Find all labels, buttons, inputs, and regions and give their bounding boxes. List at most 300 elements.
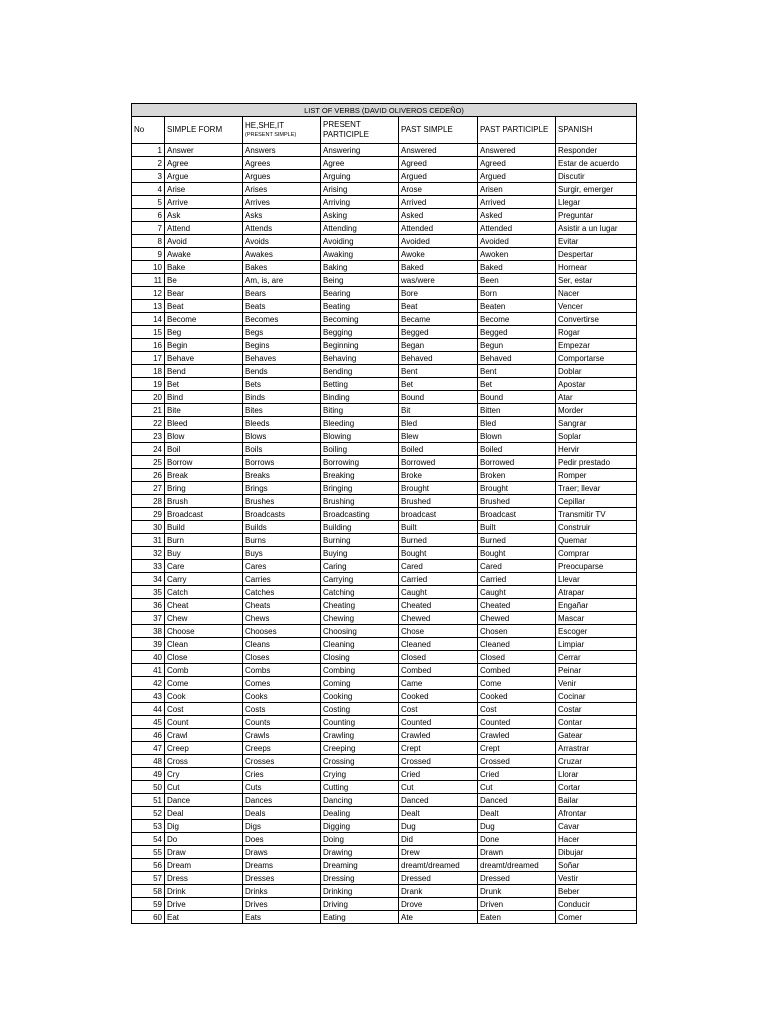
cell-past-simple: Cooked (399, 690, 478, 703)
cell-simple-form: Care (165, 560, 243, 573)
cell-he-she-it: Combs (243, 664, 321, 677)
cell-past-simple: Bet (399, 378, 478, 391)
cell-spanish: Venir (556, 677, 637, 690)
cell-simple-form: Become (165, 313, 243, 326)
cell-past-participle: Argued (478, 170, 556, 183)
cell-past-simple: Awoke (399, 248, 478, 261)
cell-present-participle: Arising (321, 183, 399, 196)
cell-he-she-it: Buys (243, 547, 321, 560)
header-row (132, 117, 637, 144)
cell-past-participle: Brought (478, 482, 556, 495)
cell-past-participle: Drunk (478, 885, 556, 898)
cell-past-participle: Chewed (478, 612, 556, 625)
cell-spanish: Engañar (556, 599, 637, 612)
table-row (132, 677, 637, 690)
cell-he-she-it: Bleeds (243, 417, 321, 430)
cell-he-she-it: Behaves (243, 352, 321, 365)
table-row (132, 352, 637, 365)
cell-present-participle: Beginning (321, 339, 399, 352)
cell-he-she-it: Brushes (243, 495, 321, 508)
cell-past-simple: Beat (399, 300, 478, 313)
cell-spanish: Hornear (556, 261, 637, 274)
cell-no: 25 (132, 456, 165, 469)
cell-past-participle: Crossed (478, 755, 556, 768)
cell-simple-form: Dig (165, 820, 243, 833)
table-row (132, 482, 637, 495)
cell-no: 36 (132, 599, 165, 612)
cell-past-simple: Arrived (399, 196, 478, 209)
table-row (132, 794, 637, 807)
cell-present-participle: Arriving (321, 196, 399, 209)
table-row (132, 768, 637, 781)
table-row (132, 391, 637, 404)
cell-simple-form: Creep (165, 742, 243, 755)
table-row (132, 274, 637, 287)
cell-he-she-it: Builds (243, 521, 321, 534)
cell-simple-form: Argue (165, 170, 243, 183)
cell-simple-form: Eat (165, 911, 243, 924)
cell-past-participle: Baked (478, 261, 556, 274)
cell-no: 17 (132, 352, 165, 365)
cell-he-she-it: Attends (243, 222, 321, 235)
cell-past-participle: Borrowed (478, 456, 556, 469)
cell-spanish: Quemar (556, 534, 637, 547)
cell-he-she-it: Breaks (243, 469, 321, 482)
cell-no: 33 (132, 560, 165, 573)
cell-no: 20 (132, 391, 165, 404)
cell-no: 24 (132, 443, 165, 456)
table-row (132, 638, 637, 651)
cell-no: 21 (132, 404, 165, 417)
cell-no: 50 (132, 781, 165, 794)
cell-spanish: Asistir a un lugar (556, 222, 637, 235)
cell-spanish: Comprar (556, 547, 637, 560)
cell-past-simple: Bit (399, 404, 478, 417)
cell-past-simple: Began (399, 339, 478, 352)
cell-past-simple: Behaved (399, 352, 478, 365)
table-row (132, 885, 637, 898)
cell-spanish: Ser, estar (556, 274, 637, 287)
table-title: LIST OF VERBS (DAVID OLIVEROS CEDEÑO) (132, 104, 637, 117)
cell-past-simple: Cleaned (399, 638, 478, 651)
cell-past-simple: Counted (399, 716, 478, 729)
cell-present-participle: Costing (321, 703, 399, 716)
cell-no: 27 (132, 482, 165, 495)
cell-past-simple: Bound (399, 391, 478, 404)
cell-past-simple: Drew (399, 846, 478, 859)
cell-spanish: Atrapar (556, 586, 637, 599)
cell-spanish: Transmitir TV (556, 508, 637, 521)
cell-he-she-it: Awakes (243, 248, 321, 261)
cell-present-participle: Asking (321, 209, 399, 222)
cell-past-participle: Cared (478, 560, 556, 573)
cell-he-she-it: Cleans (243, 638, 321, 651)
cell-he-she-it: Boils (243, 443, 321, 456)
cell-he-she-it: Arises (243, 183, 321, 196)
cell-simple-form: Bend (165, 365, 243, 378)
table-row (132, 651, 637, 664)
cell-simple-form: Come (165, 677, 243, 690)
cell-no: 48 (132, 755, 165, 768)
table-row (132, 547, 637, 560)
cell-spanish: Llevar (556, 573, 637, 586)
cell-spanish: Traer; llevar (556, 482, 637, 495)
cell-simple-form: Ask (165, 209, 243, 222)
cell-spanish: Dibujar (556, 846, 637, 859)
cell-simple-form: Drink (165, 885, 243, 898)
cell-simple-form: Clean (165, 638, 243, 651)
cell-no: 54 (132, 833, 165, 846)
cell-spanish: Llorar (556, 768, 637, 781)
cell-no: 52 (132, 807, 165, 820)
cell-simple-form: Comb (165, 664, 243, 677)
cell-simple-form: Behave (165, 352, 243, 365)
cell-no: 37 (132, 612, 165, 625)
cell-past-participle: Blown (478, 430, 556, 443)
cell-present-participle: Cheating (321, 599, 399, 612)
cell-no: 38 (132, 625, 165, 638)
cell-present-participle: Breaking (321, 469, 399, 482)
cell-spanish: Costar (556, 703, 637, 716)
cell-present-participle: Choosing (321, 625, 399, 638)
cell-past-simple: Asked (399, 209, 478, 222)
table-row (132, 846, 637, 859)
cell-past-simple: Brushed (399, 495, 478, 508)
cell-past-participle: Cheated (478, 599, 556, 612)
table-row (132, 443, 637, 456)
cell-simple-form: Chew (165, 612, 243, 625)
cell-present-participle: Caring (321, 560, 399, 573)
header-he-she-it-note: (PRESENT SIMPLE) (245, 132, 297, 138)
table-row (132, 196, 637, 209)
cell-he-she-it: Broadcasts (243, 508, 321, 521)
cell-past-simple: Dressed (399, 872, 478, 885)
cell-no: 31 (132, 534, 165, 547)
cell-simple-form: Arrive (165, 196, 243, 209)
cell-present-participle: Crying (321, 768, 399, 781)
cell-simple-form: Avoid (165, 235, 243, 248)
cell-no: 13 (132, 300, 165, 313)
cell-present-participle: Beating (321, 300, 399, 313)
cell-simple-form: Dream (165, 859, 243, 872)
cell-past-simple: Brought (399, 482, 478, 495)
cell-present-participle: Becoming (321, 313, 399, 326)
cell-spanish: Despertar (556, 248, 637, 261)
cell-simple-form: Catch (165, 586, 243, 599)
cell-simple-form: Cook (165, 690, 243, 703)
cell-present-participle: Dealing (321, 807, 399, 820)
table-row (132, 157, 637, 170)
table-row (132, 222, 637, 235)
cell-no: 47 (132, 742, 165, 755)
cell-past-participle: Arrived (478, 196, 556, 209)
cell-he-she-it: Burns (243, 534, 321, 547)
cell-past-participle: Bound (478, 391, 556, 404)
cell-past-participle: Been (478, 274, 556, 287)
cell-spanish: Afrontar (556, 807, 637, 820)
cell-simple-form: Bleed (165, 417, 243, 430)
cell-spanish: Cavar (556, 820, 637, 833)
cell-present-participle: Bleeding (321, 417, 399, 430)
cell-he-she-it: Dances (243, 794, 321, 807)
cell-spanish: Comer (556, 911, 637, 924)
cell-present-participle: Attending (321, 222, 399, 235)
cell-spanish: Estar de acuerdo (556, 157, 637, 170)
table-row (132, 859, 637, 872)
cell-past-simple: Carried (399, 573, 478, 586)
cell-past-simple: Did (399, 833, 478, 846)
cell-spanish: Responder (556, 144, 637, 157)
cell-past-simple: Bore (399, 287, 478, 300)
cell-past-participle: dreamt/dreamed (478, 859, 556, 872)
cell-no: 15 (132, 326, 165, 339)
cell-he-she-it: Borrows (243, 456, 321, 469)
cell-spanish: Hervir (556, 443, 637, 456)
cell-past-participle: Built (478, 521, 556, 534)
cell-spanish: Contar (556, 716, 637, 729)
table-row (132, 690, 637, 703)
cell-spanish: Soplar (556, 430, 637, 443)
cell-present-participle: Burning (321, 534, 399, 547)
cell-spanish: Rogar (556, 326, 637, 339)
cell-past-simple: Broke (399, 469, 478, 482)
cell-present-participle: Blowing (321, 430, 399, 443)
table-row (132, 833, 637, 846)
header-he-she-it-label: HE,SHE,IT (245, 121, 285, 130)
table-row (132, 339, 637, 352)
cell-spanish: Arrastrar (556, 742, 637, 755)
cell-he-she-it: Blows (243, 430, 321, 443)
cell-simple-form: Cost (165, 703, 243, 716)
cell-past-simple: Cost (399, 703, 478, 716)
cell-no: 40 (132, 651, 165, 664)
cell-spanish: Comportarse (556, 352, 637, 365)
cell-no: 11 (132, 274, 165, 287)
cell-simple-form: Agree (165, 157, 243, 170)
table-row (132, 365, 637, 378)
cell-past-participle: Broadcast (478, 508, 556, 521)
table-row (132, 326, 637, 339)
cell-he-she-it: Begins (243, 339, 321, 352)
cell-no: 44 (132, 703, 165, 716)
table-row (132, 287, 637, 300)
cell-he-she-it: Creeps (243, 742, 321, 755)
cell-present-participle: Chewing (321, 612, 399, 625)
cell-no: 23 (132, 430, 165, 443)
cell-past-simple: Bled (399, 417, 478, 430)
cell-present-participle: Building (321, 521, 399, 534)
cell-past-simple: broadcast (399, 508, 478, 521)
cell-spanish: Romper (556, 469, 637, 482)
table-row (132, 170, 637, 183)
cell-he-she-it: Cries (243, 768, 321, 781)
cell-present-participle: Borrowing (321, 456, 399, 469)
cell-simple-form: Cheat (165, 599, 243, 612)
cell-present-participle: Dressing (321, 872, 399, 885)
cell-no: 1 (132, 144, 165, 157)
cell-no: 42 (132, 677, 165, 690)
cell-past-simple: Chewed (399, 612, 478, 625)
cell-he-she-it: Costs (243, 703, 321, 716)
cell-present-participle: Bearing (321, 287, 399, 300)
cell-simple-form: Carry (165, 573, 243, 586)
cell-present-participle: Drawing (321, 846, 399, 859)
cell-he-she-it: Draws (243, 846, 321, 859)
table-row (132, 378, 637, 391)
cell-present-participle: Boiling (321, 443, 399, 456)
cell-no: 18 (132, 365, 165, 378)
cell-present-participle: Combing (321, 664, 399, 677)
cell-simple-form: Choose (165, 625, 243, 638)
table-row (132, 248, 637, 261)
cell-past-participle: Beaten (478, 300, 556, 313)
cell-simple-form: Bake (165, 261, 243, 274)
cell-simple-form: Beg (165, 326, 243, 339)
table-row (132, 612, 637, 625)
cell-present-participle: Arguing (321, 170, 399, 183)
cell-simple-form: Answer (165, 144, 243, 157)
table-row (132, 716, 637, 729)
cell-simple-form: Boil (165, 443, 243, 456)
cell-simple-form: Dress (165, 872, 243, 885)
cell-no: 28 (132, 495, 165, 508)
cell-past-simple: Drank (399, 885, 478, 898)
table-row (132, 313, 637, 326)
cell-past-simple: Agreed (399, 157, 478, 170)
cell-present-participle: Behaving (321, 352, 399, 365)
cell-past-simple: Bent (399, 365, 478, 378)
cell-past-simple: Argued (399, 170, 478, 183)
table-row (132, 729, 637, 742)
cell-simple-form: Bring (165, 482, 243, 495)
cell-past-simple: Blew (399, 430, 478, 443)
cell-past-simple: Combed (399, 664, 478, 677)
cell-present-participle: Counting (321, 716, 399, 729)
cell-present-participle: Baking (321, 261, 399, 274)
cell-simple-form: Draw (165, 846, 243, 859)
cell-simple-form: Count (165, 716, 243, 729)
table-row (132, 872, 637, 885)
header-simple-form: SIMPLE FORM (165, 117, 243, 144)
cell-simple-form: Dance (165, 794, 243, 807)
cell-spanish: Surgir, emerger (556, 183, 637, 196)
cell-present-participle: Creeping (321, 742, 399, 755)
cell-simple-form: Crawl (165, 729, 243, 742)
table-row (132, 456, 637, 469)
cell-past-participle: Danced (478, 794, 556, 807)
cell-present-participle: Avoiding (321, 235, 399, 248)
cell-he-she-it: Cuts (243, 781, 321, 794)
cell-simple-form: Begin (165, 339, 243, 352)
cell-present-participle: Binding (321, 391, 399, 404)
cell-spanish: Cocinar (556, 690, 637, 703)
cell-he-she-it: Closes (243, 651, 321, 664)
cell-he-she-it: Counts (243, 716, 321, 729)
cell-past-participle: Counted (478, 716, 556, 729)
cell-spanish: Cortar (556, 781, 637, 794)
cell-present-participle: Agree (321, 157, 399, 170)
cell-spanish: Conducir (556, 898, 637, 911)
cell-present-participle: Eating (321, 911, 399, 924)
cell-past-simple: Became (399, 313, 478, 326)
cell-present-participle: Coming (321, 677, 399, 690)
header-past-simple: PAST SIMPLE (399, 117, 478, 144)
table-row (132, 404, 637, 417)
cell-past-participle: Bet (478, 378, 556, 391)
cell-present-participle: Digging (321, 820, 399, 833)
cell-he-she-it: Bears (243, 287, 321, 300)
cell-present-participle: Cutting (321, 781, 399, 794)
cell-he-she-it: Am, is, are (243, 274, 321, 287)
cell-no: 59 (132, 898, 165, 911)
cell-past-participle: Boiled (478, 443, 556, 456)
table-row (132, 560, 637, 573)
cell-present-participle: Bringing (321, 482, 399, 495)
cell-he-she-it: Cooks (243, 690, 321, 703)
cell-past-simple: Danced (399, 794, 478, 807)
cell-present-participle: Closing (321, 651, 399, 664)
table-row (132, 820, 637, 833)
cell-past-participle: Carried (478, 573, 556, 586)
cell-no: 35 (132, 586, 165, 599)
cell-spanish: Llegar (556, 196, 637, 209)
cell-simple-form: Bite (165, 404, 243, 417)
header-present-participle: PRESENT PARTICIPLE (321, 117, 399, 144)
cell-no: 8 (132, 235, 165, 248)
cell-past-participle: Cried (478, 768, 556, 781)
cell-simple-form: Cut (165, 781, 243, 794)
cell-he-she-it: Dresses (243, 872, 321, 885)
header-past-participle: PAST PARTICIPLE (478, 117, 556, 144)
cell-he-she-it: Digs (243, 820, 321, 833)
cell-past-simple: Burned (399, 534, 478, 547)
cell-spanish: Cerrar (556, 651, 637, 664)
table-row (132, 625, 637, 638)
cell-no: 16 (132, 339, 165, 352)
table-row (132, 209, 637, 222)
cell-he-she-it: Bets (243, 378, 321, 391)
cell-he-she-it: Catches (243, 586, 321, 599)
cell-spanish: Cruzar (556, 755, 637, 768)
cell-simple-form: Attend (165, 222, 243, 235)
cell-past-simple: Attended (399, 222, 478, 235)
cell-he-she-it: Answers (243, 144, 321, 157)
cell-he-she-it: Binds (243, 391, 321, 404)
cell-past-simple: Borrowed (399, 456, 478, 469)
verbs-table (131, 103, 637, 924)
cell-past-participle: Broken (478, 469, 556, 482)
cell-past-participle: Eaten (478, 911, 556, 924)
cell-he-she-it: Agrees (243, 157, 321, 170)
cell-spanish: Soñar (556, 859, 637, 872)
cell-past-participle: Arisen (478, 183, 556, 196)
cell-simple-form: Cry (165, 768, 243, 781)
cell-spanish: Vencer (556, 300, 637, 313)
cell-he-she-it: Brings (243, 482, 321, 495)
cell-past-participle: Driven (478, 898, 556, 911)
cell-present-participle: Catching (321, 586, 399, 599)
cell-spanish: Convertirse (556, 313, 637, 326)
cell-spanish: Preocuparse (556, 560, 637, 573)
cell-past-simple: Built (399, 521, 478, 534)
header-spanish: SPANISH (556, 117, 637, 144)
cell-past-simple: Bought (399, 547, 478, 560)
cell-no: 4 (132, 183, 165, 196)
cell-spanish: Mascar (556, 612, 637, 625)
cell-no: 5 (132, 196, 165, 209)
cell-past-simple: Baked (399, 261, 478, 274)
table-row (132, 534, 637, 547)
